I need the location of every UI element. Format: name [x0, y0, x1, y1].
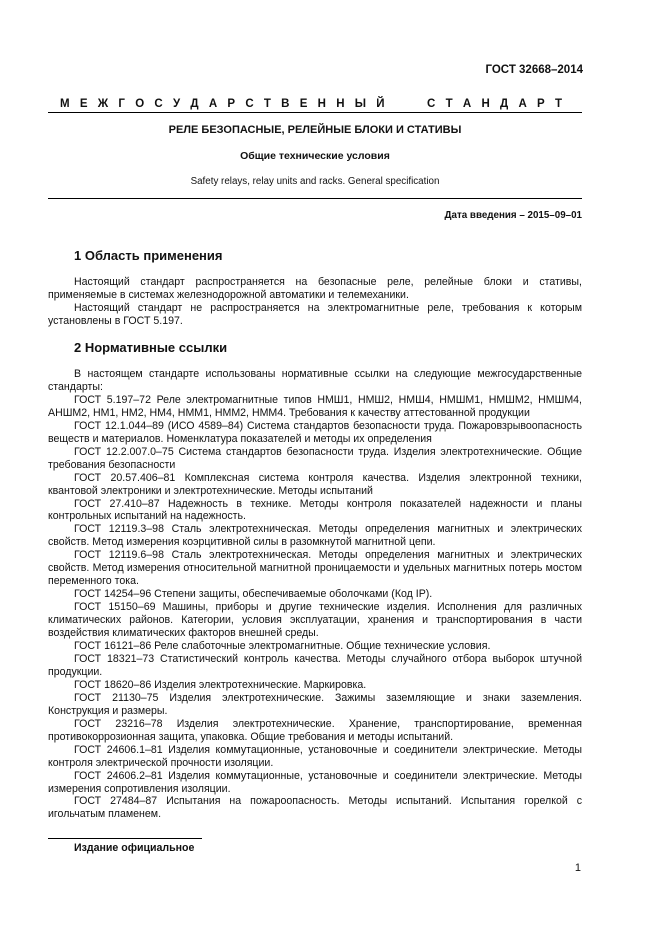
standard-letter: Т — [445, 98, 453, 110]
standard-letter: Д — [190, 98, 199, 110]
reference-item: ГОСТ 18620–86 Изделия электротехнические. Маркировка. — [74, 678, 367, 691]
standard-letter: А — [208, 98, 218, 110]
reference-item: ГОСТ 15150–69 Машины, приборы и другие технические изделия. Исполнения для различных климатических районов. Категории, условия эксплуатации, хранения и транспортирования в части воздействия климатических факторов внешней среды. — [48, 601, 582, 640]
reference-item: ГОСТ 20.57.406–81 Комплексная система контроля качества. Изделия электронной техники, квантовой электроники и электротехнические. Методы испытаний — [48, 471, 582, 497]
reference-item: ГОСТ 24606.2–81 Изделия коммутационные, установочные и соединители электрические. Методы измерения сопротивления изоляции. — [48, 769, 582, 795]
standard-letter: С — [245, 98, 254, 110]
standard-letter: Е — [299, 98, 308, 110]
word-gap — [395, 98, 417, 110]
standard-letter: Й — [376, 98, 385, 110]
standard-letter: Н — [317, 98, 326, 110]
standard-letter: Т — [554, 98, 562, 110]
edition-note: Издание официальное — [74, 842, 195, 854]
reference-item: ГОСТ 24606.1–81 Изделия коммутационные, установочные и соединители электрические. Методы контроля электрической прочности изоляции. — [48, 743, 582, 769]
standard-letter: Ж — [97, 98, 109, 110]
section-1-heading: 1 Область применения — [74, 248, 223, 263]
standard-letter: Д — [500, 98, 509, 110]
reference-item: ГОСТ 12119.3–98 Сталь электротехническая. Методы определения магнитных и электрических свойств. Метод измерения коэрцитивной силы в разомкнутой магнитной цепи. — [48, 523, 582, 549]
page-number: 1 — [574, 862, 581, 874]
title-divider — [48, 198, 582, 199]
section-2-heading: 2 Нормативные ссылки — [74, 340, 228, 355]
section-2-body — [48, 368, 582, 821]
standard-letter: В — [281, 98, 290, 110]
document-subtitle: Общие технические условия — [240, 150, 390, 162]
reference-item: ГОСТ 27.410–87 Надежность в технике. Методы контроля показателей надежности и планы контрольных испытаний на надежность. — [48, 497, 582, 523]
introduction-date: Дата введения – 2015–09–01 — [444, 210, 582, 221]
paragraph: В настоящем стандарте использованы нормативные ссылки на следующие межгосударственные стандарты: — [48, 368, 582, 393]
standard-letter: Р — [227, 98, 236, 110]
reference-item: ГОСТ 23216–78 Изделия электротехнические. Хранение, транспортирование, временная противокоррозионная защита, упаковка. Общие требования и методы испытаний. — [48, 717, 582, 743]
reference-item: ГОСТ 27484–87 Испытания на пожароопасность. Методы испытаний. Испытания горелкой с игольчатым пламенем. — [48, 795, 582, 821]
document-code: ГОСТ 32668–2014 — [485, 64, 583, 76]
standard-letter: С — [427, 98, 436, 110]
heading-divider — [48, 112, 582, 113]
reference-item: ГОСТ 18321–73 Статистический контроль качества. Методы случайного отбора выборок штучной продукции. — [48, 652, 582, 678]
standard-letter: А — [518, 98, 527, 110]
reference-item: ГОСТ 21130–75 Изделия электротехнические. Зажимы заземляющие и знаки заземления. Конструкция и размеры. — [48, 691, 582, 717]
standard-letter: С — [154, 98, 163, 110]
reference-item: ГОСТ 16121–86 Реле слаботочные электромагнитные. Общие технические условия. — [74, 640, 491, 653]
reference-item: ГОСТ 5.197–72 Реле электромагнитные типов НМШ1, НМШ2, НМШ4, НМШМ1, НМШМ2, НМШМ4, АНШМ2, НМ1, НМ2, НМ4, НММ1, НММ2, НММ4. Требования к качеству аттестованной продукции — [48, 393, 582, 419]
document-title: РЕЛЕ БЕЗОПАСНЫЕ, РЕЛЕЙНЫЕ БЛОКИ И СТАТИВЫ — [168, 124, 462, 136]
standard-letter: У — [172, 98, 181, 110]
standard-letter: Ы — [354, 98, 367, 110]
reference-item: ГОСТ 12119.6–98 Сталь электротехническая. Методы определения магнитных и электрических свойств. Метод измерения относительной магнитной проницаемости и удельных магнитных потерь мостом переменного тока. — [48, 549, 582, 588]
standard-letter: Е — [79, 98, 88, 110]
standard-letter: О — [135, 98, 145, 110]
interstate-standard-heading — [60, 98, 562, 110]
english-title: Safety relays, relay units and racks. General specification — [190, 176, 440, 187]
standard-letter: Т — [263, 98, 271, 110]
standard-letter: А — [462, 98, 472, 110]
paragraph: Настоящий стандарт распространяется на безопасные реле, релейные блоки и стативы, применяемые в системах железнодорожной автоматики и телемеханики. — [48, 276, 582, 301]
standard-letter: Н — [481, 98, 490, 110]
section-1-body — [48, 276, 582, 328]
standard-letter: Г — [118, 98, 125, 110]
paragraph: Настоящий стандарт не распространяется на электромагнитные реле, требования к которым установлены в ГОСТ 5.197. — [48, 301, 582, 327]
footer-divider — [48, 838, 202, 839]
reference-item: ГОСТ 12.1.044–89 (ИСО 4589–84) Система стандартов безопасности труда. Пожаровзрывоопасность веществ и материалов. Номенклатура показателей и методы их определения — [48, 419, 582, 445]
standard-letter: М — [60, 98, 70, 110]
standard-letter: Р — [537, 98, 545, 110]
reference-item: ГОСТ 12.2.007.0–75 Система стандартов безопасности труда. Изделия электротехнические. Общие требования безопасности — [48, 445, 582, 471]
standard-letter: Н — [336, 98, 345, 110]
reference-item: ГОСТ 14254–96 Степени защиты, обеспечиваемые оболочками (Код IP). — [74, 588, 433, 601]
